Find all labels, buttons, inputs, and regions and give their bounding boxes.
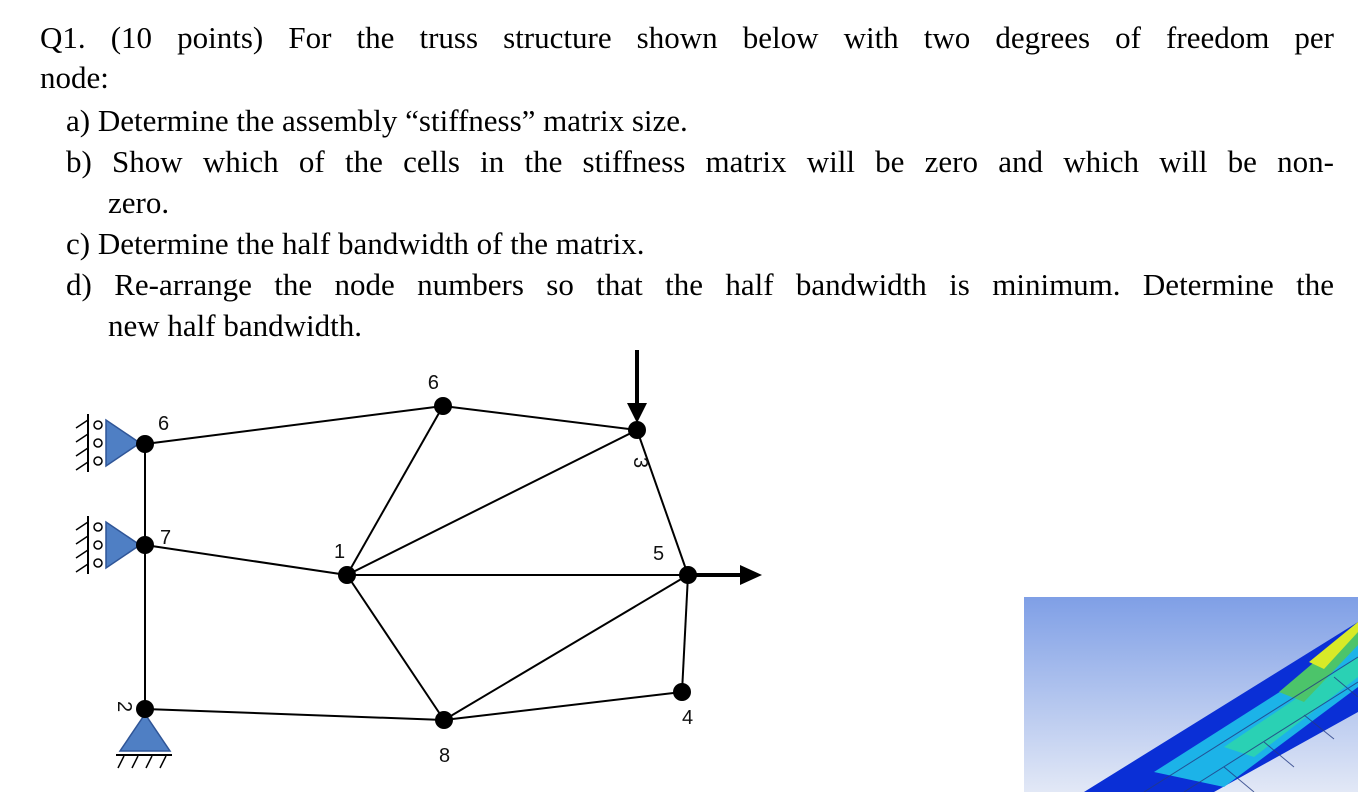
part-a-text: a) Determine the assembly “stiffness” matrix size. xyxy=(66,103,688,138)
member-8-5 xyxy=(444,575,688,720)
node-5 xyxy=(679,566,697,584)
node-labels xyxy=(113,370,693,767)
node-label-1: 1 xyxy=(334,541,346,563)
pin-support-node-2 xyxy=(116,714,172,768)
fea-render-image xyxy=(1024,597,1358,792)
member-9-1 xyxy=(347,406,443,575)
member-8-4 xyxy=(444,692,682,720)
roller-support-node-6 xyxy=(76,414,140,472)
member-5-4 xyxy=(682,575,688,692)
question-heading: Q1. (10 points) For the truss structure shown below with two degrees of freedom per xyxy=(40,20,1334,55)
node-4 xyxy=(673,683,691,701)
node-label-8: 8 xyxy=(439,745,451,767)
member-7-1 xyxy=(145,545,347,575)
node-2 xyxy=(136,700,154,718)
node-3 xyxy=(628,421,646,439)
node-8 xyxy=(435,711,453,729)
part-b-cont: zero. xyxy=(108,185,170,220)
roller-support-node-7 xyxy=(76,516,140,574)
member-9-3 xyxy=(443,406,637,430)
fea-render-thumbnail xyxy=(1024,597,1358,792)
member-2-8 xyxy=(145,709,444,720)
node-label-9: 9 xyxy=(427,370,439,392)
question-heading-cont: node: xyxy=(40,60,109,95)
node-label-5: 5 xyxy=(653,543,665,565)
node-label-6: 6 xyxy=(158,413,170,435)
node-label-4: 4 xyxy=(682,707,694,729)
part-c-text: c) Determine the half bandwidth of the matrix. xyxy=(66,226,645,261)
node-label-3: 3 xyxy=(629,457,651,469)
member-6-9 xyxy=(145,406,443,444)
member-1-8 xyxy=(347,575,444,720)
member-1-3 xyxy=(347,430,637,575)
part-b-text: b) Show which of the cells in the stiffness matrix will be zero and which will be non- xyxy=(66,144,1334,179)
node-7 xyxy=(136,536,154,554)
node-1 xyxy=(338,566,356,584)
part-d-text: d) Re-arrange the node numbers so that the half bandwidth is minimum. Determine the xyxy=(66,267,1334,302)
node-9 xyxy=(434,397,452,415)
node-label-2: 2 xyxy=(113,701,135,713)
load-arrowhead-node-3 xyxy=(627,403,647,423)
load-arrowhead-node-5 xyxy=(740,565,762,585)
node-label-7: 7 xyxy=(160,527,172,549)
truss-members xyxy=(145,406,688,720)
part-d-cont: new half bandwidth. xyxy=(108,308,362,343)
node-6 xyxy=(136,435,154,453)
